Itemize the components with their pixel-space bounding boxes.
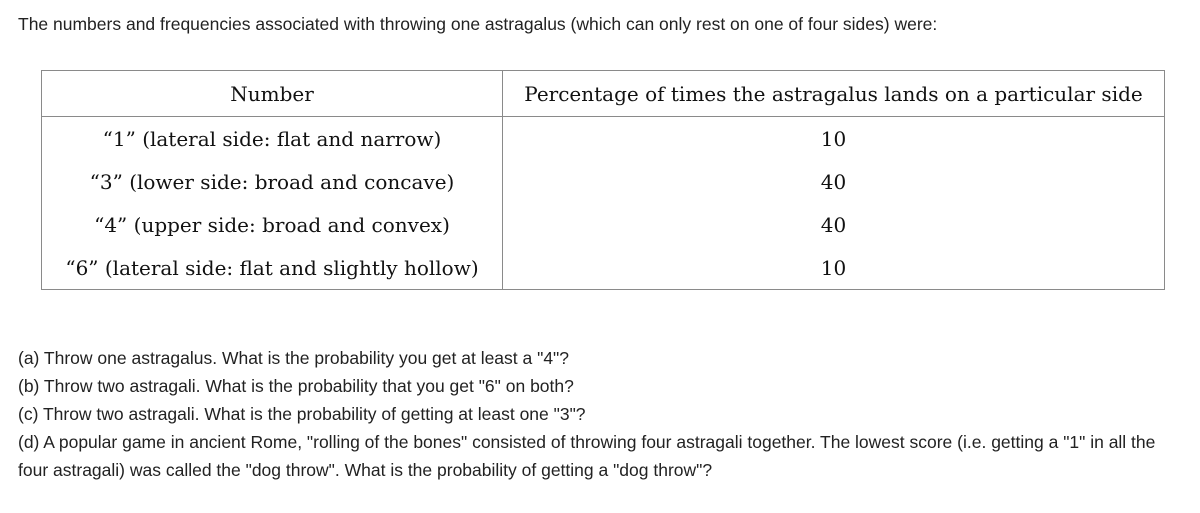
table-row <box>42 203 1165 246</box>
question-c: (c) Throw two astragali. What is the probability of getting at least one "3"? <box>18 404 586 424</box>
questions-block <box>18 344 1188 484</box>
question-d: (d) A popular game in ancient Rome, "rolling of the bones" consisted of throwing four astragali together. The lowest score (i.e. getting a "1" in all the four astragali) was called the "dog throw". What is the probability of getting a "dog throw"? <box>18 432 1156 480</box>
percentage-cell: 40 <box>503 160 1165 203</box>
table-header-row <box>42 71 1165 117</box>
table-row <box>42 160 1165 203</box>
number-cell: “1” (lateral side: flat and narrow) <box>42 117 503 161</box>
percentage-cell: 10 <box>503 246 1165 290</box>
percentage-cell: 40 <box>503 203 1165 246</box>
table-row <box>42 117 1165 161</box>
frequency-table <box>41 70 1165 290</box>
column-header-number: Number <box>42 71 503 117</box>
intro-text: The numbers and frequencies associated with throwing one astragalus (which can only rest on one of four sides) were: <box>18 14 938 34</box>
number-cell: “3” (lower side: broad and concave) <box>42 160 503 203</box>
column-header-percentage: Percentage of times the astragalus lands on a particular side <box>503 71 1165 117</box>
table-row <box>42 246 1165 290</box>
number-cell: “6” (lateral side: flat and slightly hollow) <box>42 246 503 290</box>
percentage-cell: 10 <box>503 117 1165 161</box>
question-b: (b) Throw two astragali. What is the probability that you get "6" on both? <box>18 376 574 396</box>
question-a: (a) Throw one astragalus. What is the probability you get at least a "4"? <box>18 348 570 368</box>
number-cell: “4” (upper side: broad and convex) <box>42 203 503 246</box>
